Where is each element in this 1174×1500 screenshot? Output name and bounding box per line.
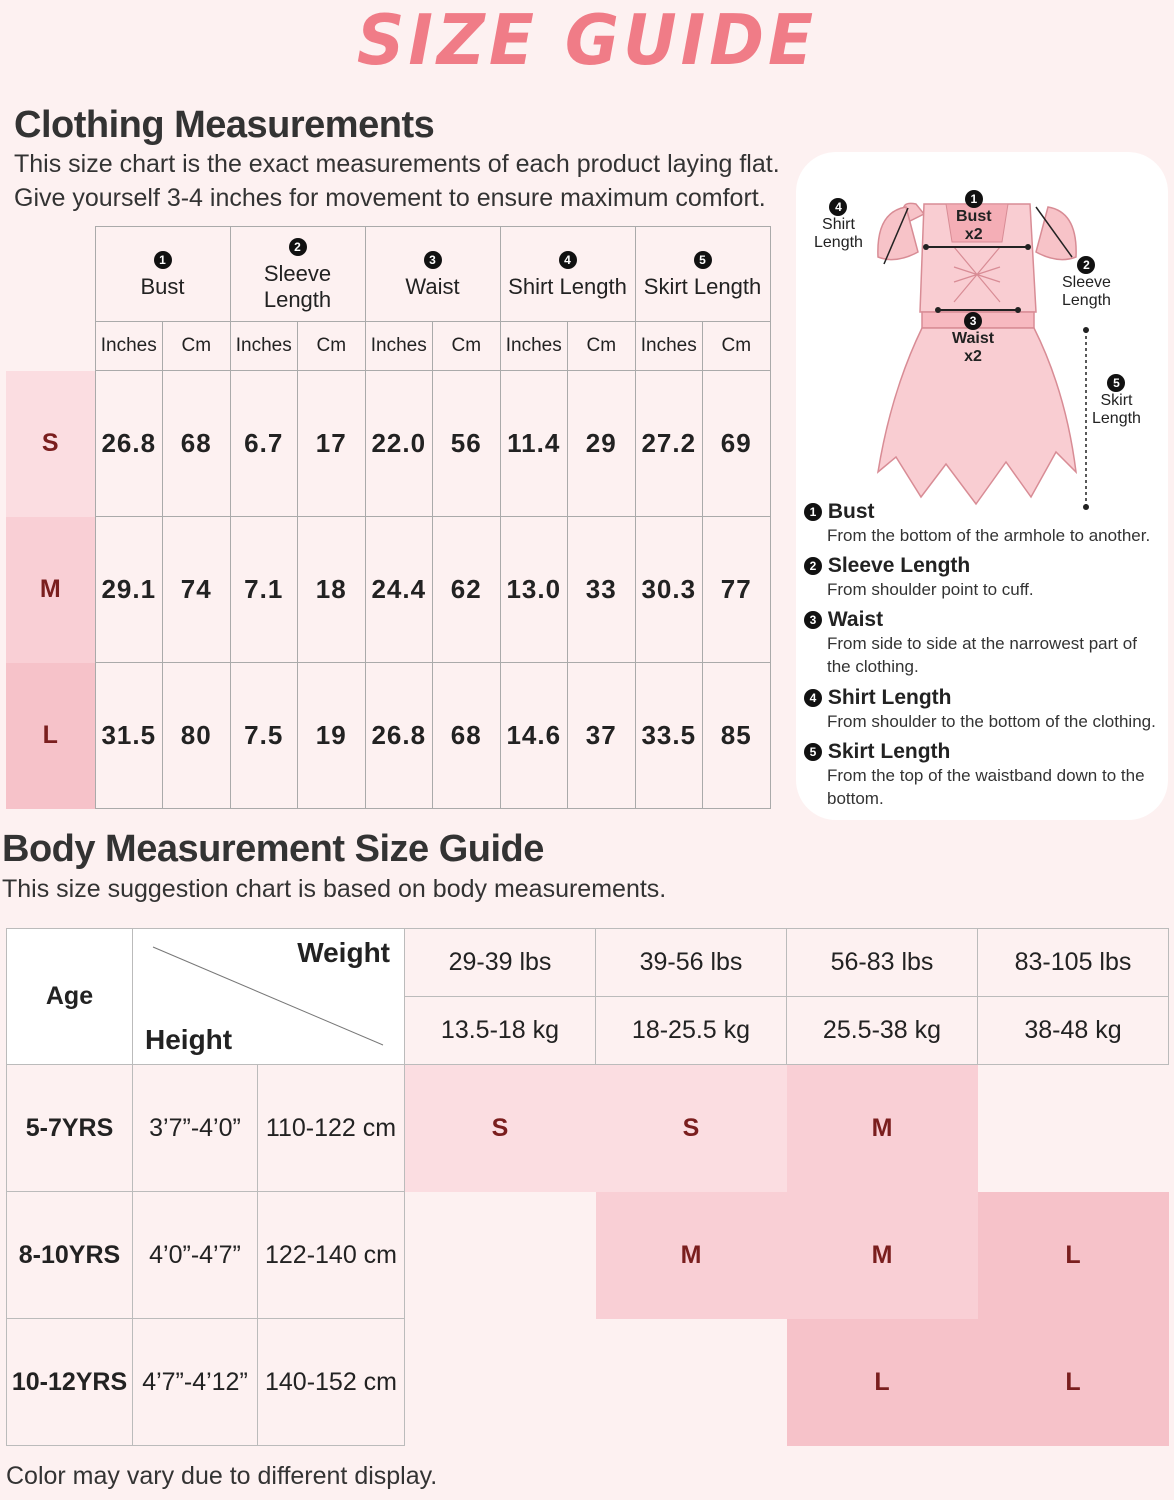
col-label: Waist [405, 274, 460, 299]
legend-title: Bust [827, 500, 875, 523]
unit-inches: Inches [95, 322, 163, 371]
size-fit-cell [405, 1192, 596, 1319]
legend-title: Skirt Length [827, 740, 951, 763]
value-cell: 14.6 [500, 663, 568, 809]
value-cell: 68 [433, 663, 501, 809]
body-measurement-table [6, 928, 1169, 1446]
sleeve-length-label [1062, 256, 1111, 310]
corner-cell [6, 227, 95, 322]
corner-cell [6, 322, 95, 371]
weight-kg: 25.5-38 kg [787, 997, 978, 1065]
unit-inches: Inches [500, 322, 568, 371]
clothing-desc-2: Give yourself 3-4 inches for movement to ensure maximum comfort. [14, 184, 766, 212]
weight-kg: 38-48 kg [978, 997, 1169, 1065]
size-label: S [6, 371, 95, 517]
num-badge: 3 [964, 312, 982, 330]
num-badge: 2 [1077, 256, 1095, 274]
size-fit-cell: M [787, 1192, 978, 1319]
unit-cm: Cm [568, 322, 636, 371]
value-cell: 29.1 [95, 517, 163, 663]
bust-label-x2: x2 [964, 226, 983, 244]
weight-kg: 13.5-18 kg [405, 997, 596, 1065]
legend-title: Waist [827, 608, 884, 631]
clothing-desc-1: This size chart is the exact measurements of each product laying flat. [14, 150, 780, 178]
value-cell: 7.1 [230, 517, 298, 663]
size-fit-cell: L [978, 1319, 1169, 1446]
clothing-heading: Clothing Measurements [14, 104, 435, 146]
legend-sleeve-length [804, 554, 1164, 601]
weight-label: Weight [297, 937, 390, 968]
num-badge: 2 [804, 557, 822, 575]
height-cm-cell: 110-122 cm [258, 1065, 405, 1192]
weight-lbs-row [7, 929, 1169, 997]
value-cell: 6.7 [230, 371, 298, 517]
legend-bust [804, 500, 1164, 547]
height-cm-cell: 122-140 cm [258, 1192, 405, 1319]
col-label: Bust [140, 274, 185, 299]
value-cell: 27.2 [635, 371, 703, 517]
size-row-m [6, 517, 770, 663]
value-cell: 33 [568, 517, 636, 663]
size-fit-cell: S [405, 1065, 596, 1192]
col-skirt-length [635, 227, 770, 322]
label-text: Length [814, 234, 863, 252]
num-badge: 1 [804, 503, 822, 521]
label-text: Length [1062, 292, 1111, 310]
size-fit-cell: M [787, 1065, 978, 1192]
value-cell: 22.0 [365, 371, 433, 517]
size-label: L [6, 663, 95, 809]
size-row-s [6, 371, 770, 517]
age-header: Age [7, 929, 133, 1065]
num-badge: 2 [289, 238, 307, 256]
garment-diagram-card [796, 152, 1168, 820]
skirt-length-label [1092, 374, 1141, 428]
col-label: Sleeve Length [263, 261, 332, 312]
value-cell: 19 [298, 663, 366, 809]
value-cell: 77 [703, 517, 771, 663]
size-fit-cell [596, 1319, 787, 1446]
height-label: Height [145, 1024, 233, 1055]
col-bust [95, 227, 230, 322]
color-disclaimer: Color may vary due to different display. [6, 1462, 438, 1490]
label-text: x2 [964, 348, 982, 366]
size-fit-cell: M [596, 1192, 787, 1319]
legend-desc: From shoulder to the bottom of the clothing. [827, 712, 1156, 731]
value-cell: 13.0 [500, 517, 568, 663]
size-label: M [6, 517, 95, 663]
shirt-length-label [814, 198, 863, 252]
age-row [7, 1065, 1169, 1192]
size-fit-cell [405, 1319, 596, 1446]
value-cell: 33.5 [635, 663, 703, 809]
value-cell: 18 [298, 517, 366, 663]
num-badge: 5 [804, 743, 822, 761]
unit-cm: Cm [433, 322, 501, 371]
col-sleeve-length [230, 227, 365, 322]
value-cell: 74 [163, 517, 231, 663]
size-fit-cell: L [787, 1319, 978, 1446]
age-cell: 10-12YRS [7, 1319, 133, 1446]
weight-lbs: 56-83 lbs [787, 929, 978, 997]
size-fit-cell: L [978, 1192, 1169, 1319]
legend-desc: From side to side at the narrowest part of the clothing. [827, 634, 1137, 676]
age-cell: 8-10YRS [7, 1192, 133, 1319]
label-text: Sleeve [1062, 274, 1111, 292]
value-cell: 62 [433, 517, 501, 663]
value-cell: 26.8 [365, 663, 433, 809]
col-label: Skirt Length [643, 274, 762, 299]
unit-cm: Cm [298, 322, 366, 371]
num-badge: 1 [965, 190, 983, 208]
unit-cm: Cm [163, 322, 231, 371]
label-text: Length [1092, 410, 1141, 428]
height-ft-cell: 4’0”-4’7” [133, 1192, 258, 1319]
unit-inches: Inches [365, 322, 433, 371]
value-cell: 30.3 [635, 517, 703, 663]
label-text: Shirt [822, 216, 855, 234]
num-badge: 4 [804, 689, 822, 707]
unit-row [6, 322, 770, 371]
clothing-measurements-table [6, 226, 771, 809]
value-cell: 11.4 [500, 371, 568, 517]
value-cell: 68 [163, 371, 231, 517]
age-row [7, 1192, 1169, 1319]
legend-desc: From the bottom of the armhole to another. [827, 526, 1151, 545]
height-cm-cell: 140-152 cm [258, 1319, 405, 1446]
num-badge: 3 [424, 251, 442, 269]
age-row [7, 1319, 1169, 1446]
weight-kg: 18-25.5 kg [596, 997, 787, 1065]
weight-lbs: 29-39 lbs [405, 929, 596, 997]
legend-desc: From the top of the waistband down to the bottom. [827, 766, 1145, 808]
num-badge: 1 [154, 251, 172, 269]
waist-label [952, 312, 994, 366]
unit-cm: Cm [703, 322, 771, 371]
label-text: Waist [952, 330, 995, 348]
age-cell: 5-7YRS [7, 1065, 133, 1192]
value-cell: 31.5 [95, 663, 163, 809]
label-text: Skirt [1100, 392, 1133, 410]
num-badge: 3 [804, 611, 822, 629]
height-ft-cell: 3’7”-4’0” [133, 1065, 258, 1192]
num-badge: 4 [829, 198, 847, 216]
legend-title: Sleeve Length [827, 554, 971, 577]
value-cell: 69 [703, 371, 771, 517]
size-fit-cell [978, 1065, 1169, 1192]
weight-height-header [133, 929, 405, 1065]
size-fit-cell: S [596, 1065, 787, 1192]
height-ft-cell: 4’7”-4’12” [133, 1319, 258, 1446]
header-row [6, 227, 770, 322]
num-badge: 4 [559, 251, 577, 269]
legend-desc: From shoulder point to cuff. [827, 580, 1034, 599]
unit-inches: Inches [230, 322, 298, 371]
num-badge: 5 [1107, 374, 1125, 392]
value-cell: 17 [298, 371, 366, 517]
col-shirt-length [500, 227, 635, 322]
value-cell: 85 [703, 663, 771, 809]
value-cell: 80 [163, 663, 231, 809]
bust-label [956, 190, 992, 244]
value-cell: 37 [568, 663, 636, 809]
legend-title: Shirt Length [827, 686, 952, 709]
num-badge: 5 [694, 251, 712, 269]
col-label: Shirt Length [508, 274, 627, 299]
legend-skirt-length [804, 740, 1164, 810]
size-row-l [6, 663, 770, 809]
bust-label-text: Bust [956, 208, 992, 226]
unit-inches: Inches [635, 322, 703, 371]
value-cell: 29 [568, 371, 636, 517]
weight-lbs: 83-105 lbs [978, 929, 1169, 997]
value-cell: 26.8 [95, 371, 163, 517]
weight-lbs: 39-56 lbs [596, 929, 787, 997]
col-waist [365, 227, 500, 322]
value-cell: 7.5 [230, 663, 298, 809]
legend-waist [804, 608, 1164, 678]
body-desc: This size suggestion chart is based on body measurements. [2, 875, 667, 903]
value-cell: 56 [433, 371, 501, 517]
legend-shirt-length [804, 686, 1164, 733]
value-cell: 24.4 [365, 517, 433, 663]
size-guide-title: SIZE GUIDE [356, 0, 818, 81]
body-heading: Body Measurement Size Guide [2, 828, 544, 870]
